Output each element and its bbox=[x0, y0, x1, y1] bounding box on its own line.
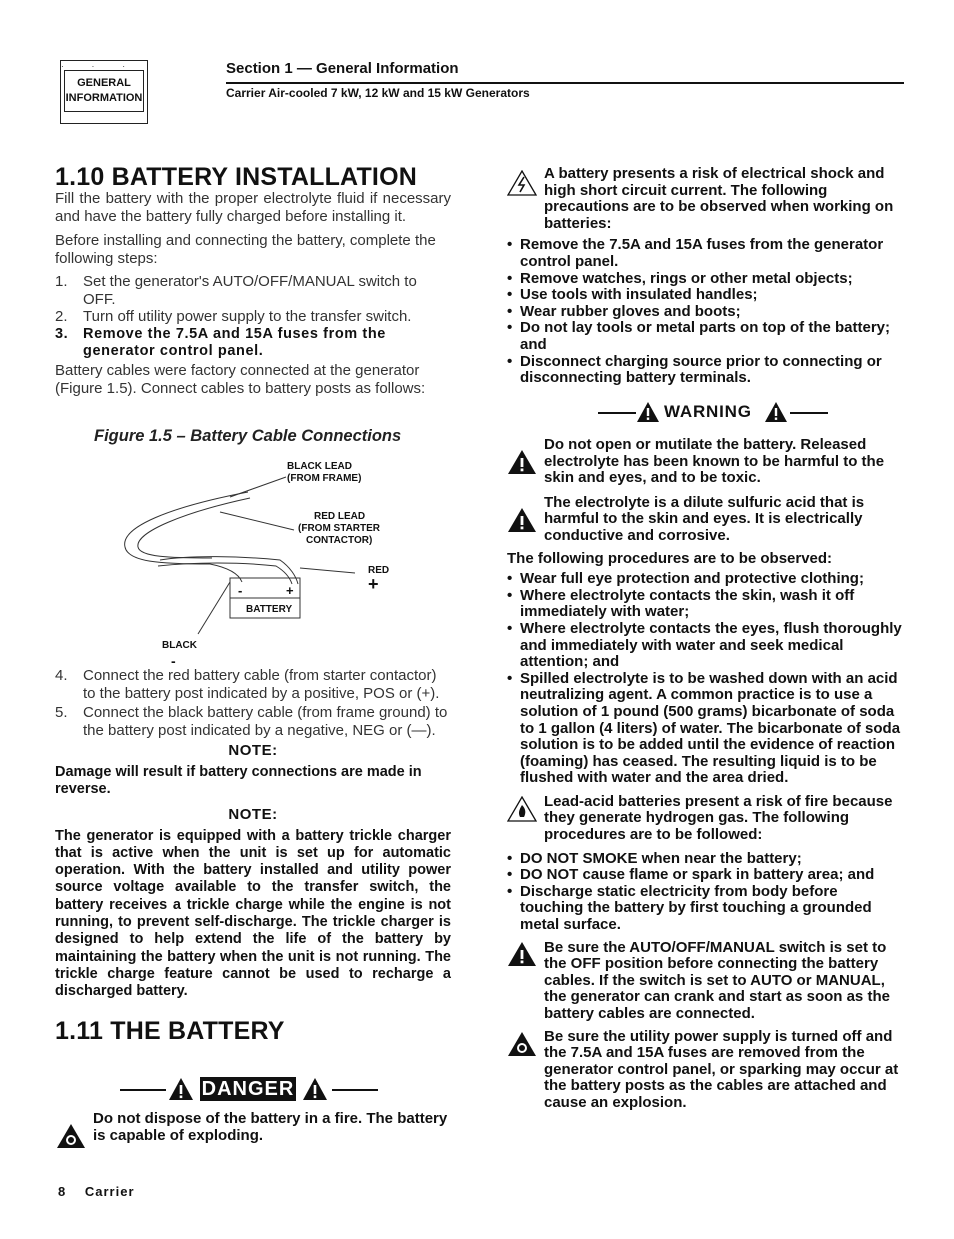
label-from-starter: (FROM STARTER bbox=[298, 523, 381, 534]
steps-list bbox=[55, 273, 451, 360]
fire-item: • Discharge static electricity from body before touching the battery by first touching a grounded metal surface. bbox=[507, 884, 903, 934]
step-number: 3. bbox=[55, 325, 69, 342]
procedure-item: • Wear full eye protection and protective clothing; bbox=[507, 571, 903, 588]
tab-line-1: GENERAL bbox=[77, 77, 131, 89]
warning-item bbox=[507, 940, 903, 1023]
fire-hazard-icon bbox=[507, 796, 537, 822]
fire-list bbox=[507, 851, 903, 934]
warning-triangle-icon bbox=[636, 401, 660, 423]
fire-warning bbox=[507, 794, 903, 844]
explosion-warning-icon bbox=[507, 1031, 537, 1057]
para-before: Before installing and connecting the battery, complete the following steps: bbox=[55, 232, 436, 267]
brand-name: Carrier bbox=[84, 1184, 135, 1199]
label-black-minus: - bbox=[171, 653, 176, 669]
battery-plus-post: + bbox=[286, 583, 294, 598]
cable-end-loop bbox=[210, 564, 242, 582]
warning-text: Do not open or mutilate the battery. Released electrolyte has been known to be harmful to the skin and eyes, and to be toxic. bbox=[544, 436, 885, 487]
step-number: 5. bbox=[55, 704, 68, 721]
step-item bbox=[55, 273, 451, 308]
danger-label: DANGER bbox=[201, 1078, 295, 1100]
black-cable-inner bbox=[138, 498, 250, 558]
warning-item bbox=[507, 437, 903, 487]
right-column bbox=[507, 166, 903, 387]
precaution-item: • Use tools with insulated handles; bbox=[507, 287, 903, 304]
figure-caption: Figure 1.5 – Battery Cable Connections bbox=[94, 427, 402, 445]
battery-cable-diagram bbox=[100, 452, 440, 674]
step-number: 4. bbox=[55, 667, 68, 684]
right-column-lower bbox=[507, 437, 903, 1112]
tab-line-2: INFORMATION bbox=[65, 92, 143, 104]
label-black-lead: BLACK LEAD bbox=[287, 461, 352, 472]
warning-text: The electrolyte is a dilute sulfuric acid that is harmful to the skin and eyes. It is electrically conductive and corrosive. bbox=[544, 493, 865, 544]
leader-black bbox=[198, 582, 230, 634]
label-battery: BATTERY bbox=[246, 604, 293, 615]
warning-triangle-icon bbox=[764, 401, 788, 423]
danger-text: Do not dispose of the battery in a fire. The battery is capable of exploding. bbox=[93, 1110, 448, 1144]
step-text: Turn off utility power supply to the transfer switch. bbox=[83, 308, 412, 325]
step-text: Connect the black battery cable (from frame ground) to the battery post indicated by a negative, NEG or (—). bbox=[83, 704, 448, 739]
shock-text: A battery presents a risk of electrical shock and high short circuit current. The following precautions are to be observed when working on batteries: bbox=[544, 165, 894, 232]
procedures-intro: The following procedures are to be observed: bbox=[507, 549, 833, 567]
section-tab-box bbox=[60, 60, 153, 124]
battery-minus-post: - bbox=[238, 583, 243, 598]
explosion-warning-icon bbox=[56, 1123, 86, 1149]
procedure-item: • Where electrolyte contacts the eyes, flush thoroughly and immediately with water and seek medical attention; and bbox=[507, 621, 903, 671]
precaution-item: • Disconnect charging source prior to connecting or disconnecting battery terminals. bbox=[507, 354, 903, 387]
tab-dots: ··· bbox=[61, 62, 153, 71]
section-tab-label bbox=[64, 70, 144, 112]
fire-item: • DO NOT cause flame or spark in battery area; and bbox=[507, 867, 903, 884]
section-subtitle: Carrier Air-cooled 7 kW, 12 kW and 15 kW Generators bbox=[226, 86, 530, 100]
fire-text: Lead-acid batteries present a risk of fire because they generate hydrogen gas. The following procedures are to be followed: bbox=[544, 792, 893, 844]
warning-triangle-icon bbox=[302, 1077, 328, 1101]
note-damage: Damage will result if battery connections are made in reverse. bbox=[55, 764, 422, 798]
left-column-bottom bbox=[55, 667, 451, 1046]
label-contactor: CONTACTOR) bbox=[306, 535, 373, 546]
warning-label: WARNING bbox=[664, 402, 752, 421]
danger-banner bbox=[120, 1077, 380, 1101]
step-number: 1. bbox=[55, 273, 68, 290]
label-red: RED bbox=[368, 565, 390, 576]
shock-warning bbox=[507, 166, 903, 232]
label-black: BLACK bbox=[162, 640, 197, 651]
procedures-list bbox=[507, 571, 903, 787]
label-red-lead: RED LEAD bbox=[314, 511, 366, 522]
precautions-list bbox=[507, 237, 903, 386]
step-number: 2. bbox=[55, 308, 68, 325]
leader-red bbox=[300, 568, 355, 573]
precaution-item: • Remove the 7.5A and 15A fuses from the generator control panel. bbox=[507, 237, 903, 270]
note-label: NOTE: bbox=[228, 742, 278, 759]
red-cable-inner bbox=[158, 563, 292, 584]
step-text: Connect the red battery cable (from starter contactor) to the battery post indicated by a positive, POS or (+). bbox=[83, 667, 440, 702]
header-rule bbox=[226, 82, 904, 84]
heading-1-11: 1.11 THE BATTERY bbox=[55, 1016, 285, 1045]
procedure-item: • Spilled electrolyte is to be washed down with an acid neutralizing agent. A common practice is to use a solution of 1 pound (500 grams) bicarbonate of soda to 1 gallon (4 liters) of water. The bicarbonate of soda solution is to be added until the evidence of reaction (foaming) has ceased. The resulting liquid is to be flushed with water and the area dried. bbox=[507, 671, 903, 787]
precaution-item: • Wear rubber gloves and boots; bbox=[507, 304, 903, 321]
warning-text: Be sure the AUTO/OFF/MANUAL switch is set to the OFF position before connecting the battery cables. If the switch is set to AUTO or MANUAL, the generator can crank and start as soon as the battery cables are connected. bbox=[544, 938, 890, 1022]
danger-item bbox=[56, 1111, 463, 1144]
electric-shock-icon bbox=[507, 170, 537, 196]
warning-item bbox=[507, 1029, 903, 1112]
step-text: Set the generator's AUTO/OFF/MANUAL switch to OFF. bbox=[83, 273, 417, 308]
rule-right bbox=[790, 412, 828, 414]
page-footer bbox=[58, 1184, 135, 1199]
heading-1-10: 1.10 BATTERY INSTALLATION bbox=[55, 163, 417, 191]
label-from-frame: (FROM FRAME) bbox=[287, 473, 362, 484]
leader-black-lead bbox=[230, 477, 286, 497]
rule-left bbox=[120, 1089, 166, 1091]
precaution-item: • Remove watches, rings or other metal objects; bbox=[507, 271, 903, 288]
label-red-plus: + bbox=[368, 574, 379, 594]
note-label: NOTE: bbox=[228, 805, 278, 823]
warning-item bbox=[507, 495, 903, 545]
precaution-item: • Do not lay tools or metal parts on top of the battery; and bbox=[507, 320, 903, 353]
procedure-item: • Where electrolyte contacts the skin, wash it off immediately with water; bbox=[507, 588, 903, 621]
warning-triangle-icon bbox=[507, 449, 537, 475]
para-fill: Fill the battery with the proper electrolyte fluid if necessary and have the battery fully charged before installing it. bbox=[55, 190, 451, 225]
para-cables: Battery cables were factory connected at the generator (Figure 1.5). Connect cables to battery posts as follows: bbox=[55, 362, 426, 397]
step-item bbox=[55, 667, 451, 702]
step-item bbox=[55, 326, 451, 361]
note-trickle: The generator is equipped with a battery trickle charger that is active when the unit is set up for automatic operation. With the battery installed and utility power source voltage available to the transfer switch, the battery receives a trickle charge while the engine is not running, to prevent self-discharge. The trickle charger is designed to help extend the life of the battery by maintaining the battery when the unit is not running. The trickle charge feature cannot be used to recharge a discharged battery. bbox=[55, 827, 451, 1000]
warning-triangle-icon bbox=[507, 941, 537, 967]
step-text: Remove the 7.5A and 15A fuses from the generator control panel. bbox=[83, 325, 386, 359]
warning-banner bbox=[598, 401, 830, 423]
step-item bbox=[55, 308, 451, 326]
step-item bbox=[55, 704, 451, 739]
left-column-top bbox=[55, 163, 451, 397]
section-title: Section 1 — General Information bbox=[226, 60, 459, 77]
rule-left bbox=[598, 412, 636, 414]
warning-triangle-icon bbox=[168, 1077, 194, 1101]
warning-triangle-icon bbox=[507, 507, 537, 533]
page-number: 8 bbox=[58, 1184, 67, 1199]
rule-right bbox=[332, 1089, 378, 1091]
leader-red-lead bbox=[220, 512, 294, 530]
warning-text: Be sure the utility power supply is turned off and the 7.5A and 15A fuses are removed from the generator control panel, or sparking may occur at the battery posts as the cables are attached and cause an explosion. bbox=[544, 1027, 899, 1111]
fire-item: • DO NOT SMOKE when near the battery; bbox=[507, 851, 903, 868]
